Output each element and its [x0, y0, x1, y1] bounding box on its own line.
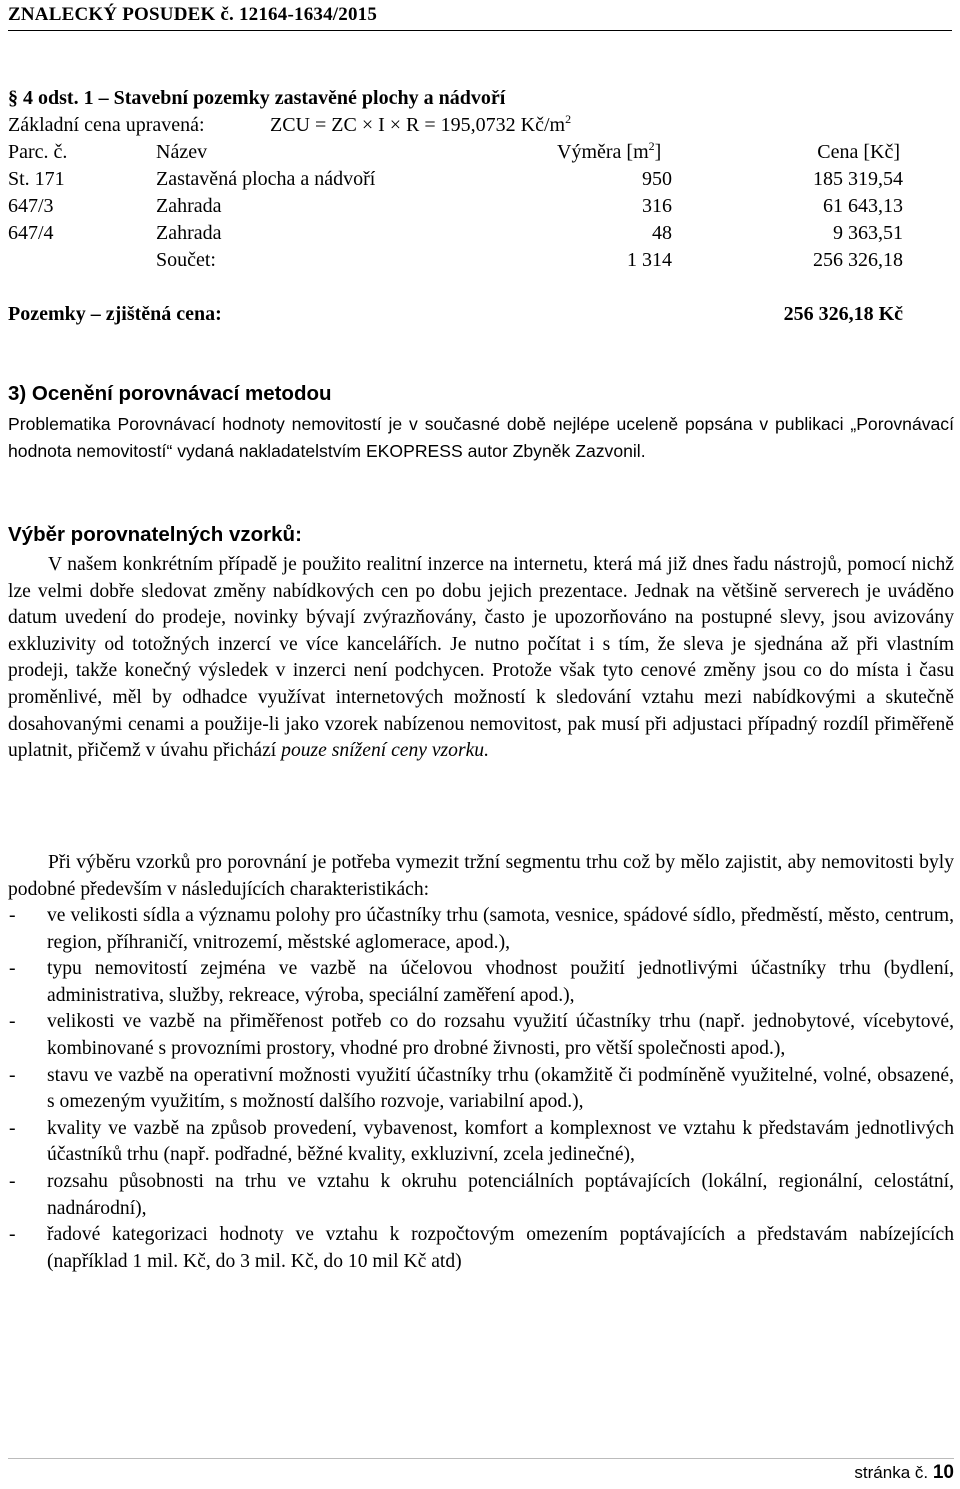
table-cell-parc: 647/4 [8, 222, 54, 244]
table-header-area: Výměra $[m^2]$ [557, 139, 662, 163]
table-header-name: Název [156, 141, 208, 163]
list-item: - rozsahu působnosti na trhu ve vztahu k okruhu potenciálních poptávajících (lokální, regionální, celostátní, nadnárodní), [9, 1170, 954, 1219]
table-sum-area: 1 314 [627, 249, 672, 271]
table-cell-area: 316 [642, 195, 672, 217]
page-footer [854, 1461, 954, 1485]
table-cell-parc: 647/3 [8, 195, 54, 217]
result-value: 256 326,18 Kč [783, 303, 903, 325]
base-price-label: Základní cena upravená: [8, 114, 205, 136]
table-sum-label: Součet: [156, 249, 216, 271]
table-cell-area: 950 [642, 168, 672, 190]
base-price-formula: ZCU = ZC × I × R = 195,0732 $Kč/m^2$ [270, 112, 572, 136]
table-cell-parc: St. 171 [8, 168, 65, 190]
table-cell-name: Zahrada [156, 222, 222, 244]
list-item: - stavu ve vazbě na operativní možnosti využití účastníky trhu (okamžitě či podmíněně využitelné, volné, obsazené, s omezeným využitím, s možností dalšího rozvoje, variabilní apod.), [9, 1064, 954, 1113]
footer-divider [8, 1458, 954, 1459]
table-cell-price: 61 643,13 [823, 195, 903, 217]
table-cell-price: 9 363,51 [833, 222, 903, 244]
list-item: - ve velikosti sídla a významu polohy pro účastníky trhu (samota, vesnice, spádové sídlo, předměstí, město, centrum, region, příhraničí, vnitrozemí, městské aglomerace, apod.), [9, 905, 954, 953]
table-header-price: Cena [Kč] [817, 141, 900, 163]
intro-paragraph: Problematika Porovnávací hodnoty nemovitostí je v současné době nejlépe uceleně popsána v publikaci „Porovnávací hodnota nemovitostí“ vydaná nakladatelstvím EKOPRESS autor Zbyněk Zazvonil. [8, 414, 954, 461]
criteria-list [8, 903, 954, 1275]
table-cell-price: 185 319,54 [813, 168, 903, 190]
table-cell-name: Zahrada [156, 195, 222, 217]
table-cell-area: 48 [652, 222, 672, 244]
document-header: ZNALECKÝ POSUDEK č. 12164-1634/2015 [8, 2, 952, 31]
criteria-intro-paragraph: Při výběru vzorků pro porovnání je potřeba vymezit tržní segmentu trhu což by mělo zajistit, aby nemovitosti byly podobné především v následujících charakteristikách: [8, 852, 954, 900]
table-cell-name: Zastavěná plocha a nádvoří [156, 168, 376, 190]
table-header-parc: Parc. č. [8, 141, 68, 163]
list-item: - kvality ve vazbě na způsob provedení, vybavenost, komfort a komplexnost ve vztahu k představám jednotlivých účastníků trhu (např. podřadné, běžné kvality, exkluzivní, zcela jedinečné), [9, 1117, 954, 1166]
table-sum-price: 256 326,18 [813, 249, 903, 271]
list-item: - řadové kategorizaci hodnoty ve vztahu k rozpočtovým omezením poptávajících a představám nabízejících (například 1 mil. Kč, do 3 mil. Kč, do 10 mil Kč atd) [9, 1224, 954, 1272]
page-label: stránka č. [854, 1463, 929, 1482]
samples-paragraph: V našem konkrétním případě je použito realitní inzerce na internetu, která má již dnes řadu nástrojů, pomocí nichž lze velmi dobře sledovat změny nabídkových cen po dobu jejich prezentace. Jednak na většině serverech je uváděno datum uvedení do prodeje, novinky bývají zvýrazňovány, často je upozorňováno na postupné slevy, jsou avizovány exkluzivity od totožných inzercí ve více kancelářích. Je nutno počítat i s tím, že sleva je sjednána až při vlastním prodeji, takže konečný výsledek v inzerci není podchycen. Protože však tyto cenové změny jsou co do místa i času proměnlivé, měl by odhadce využívat internetových možností k sledování vztahu mezi nabídkovými a skutečně dosahovanými cenami a použije-li jako vzorek nabízenou nemovitost, pak musí při adjustaci případný rozdíl přiměřeně uplatnit, přičemž v úvahu přichází pouze snížení ceny vzorku. [8, 554, 954, 762]
section-heading: § 4 odst. 1 – Stavební pozemky zastavěné plochy a nádvoří [8, 87, 506, 109]
section-3-heading: 3) Ocenění porovnávací metodou [8, 382, 332, 405]
samples-heading: Výběr porovnatelných vzorků: [8, 523, 302, 546]
page-number: 10 [932, 1462, 954, 1483]
result-label: Pozemky – zjištěná cena: [8, 303, 222, 325]
list-item: - typu nemovitostí zejména ve vazbě na účelovou vhodnost použití jednotlivými účastníky trhu (bydlení, administrativa, služby, rekreace, výroba, speciální zaměření apod.), [9, 958, 954, 1006]
list-item: - velikosti ve vazbě na přiměřenost potřeb co do rozsahu využití účastníky trhu (např. jednobytové, vícebytové, kombinované s provozními prostory, vhodné pro drobné živnosti, pro větší společnosti apod.), [9, 1011, 954, 1059]
